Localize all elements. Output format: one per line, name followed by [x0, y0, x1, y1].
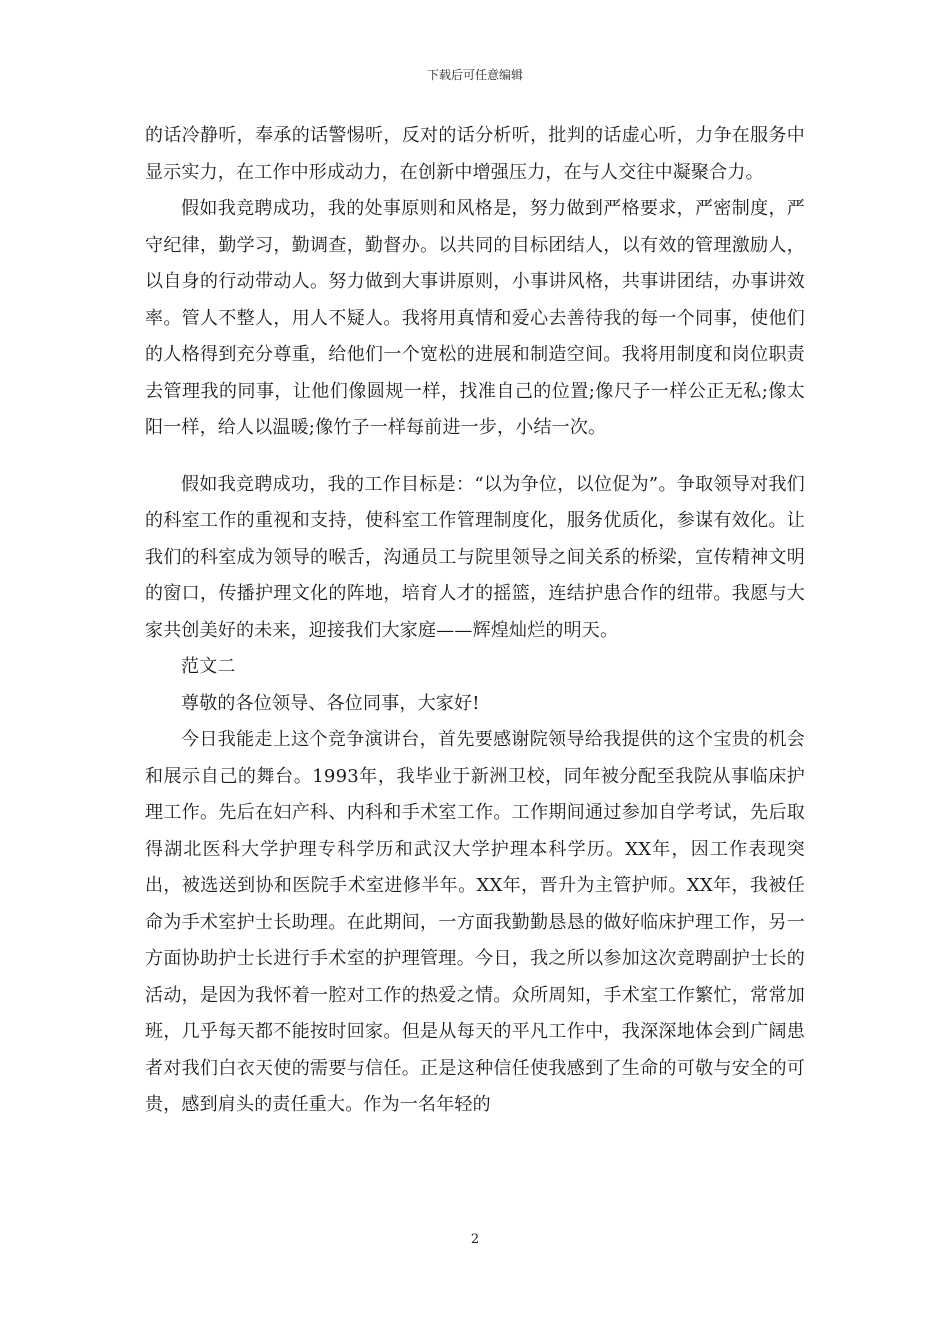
paragraph-continued: 的话冷静听，奉承的话警惕听，反对的话分析听，批判的话虚心听，力争在服务中显示实力，在工作中形成动力，在创新中增强压力，在与人交往中凝聚合力。: [145, 125, 805, 183]
page-header: 下载后可任意编辑: [426, 68, 523, 82]
greeting: 尊敬的各位领导、各位同事，大家好!: [181, 692, 480, 714]
page-number: 2: [470, 1232, 480, 1247]
paragraph-principles: 假如我竞聘成功，我的处事原则和风格是，努力做到严格要求，严密制度，严守纪律，勤学习，勤调查，勤督办。以共同的目标团结人，以有效的管理激励人，以自身的行动带动人。努力做到大事讲原则，小事讲风格，共事讲团结，办事讲效率。管人不整人，用人不疑人。我将用真情和爱心去善待我的每一个同事，使他们的人格得到充分尊重，给他们一个宽松的进展和制造空间。我将用制度和岗位职责去管理我的同事，让他们像圆规一样，找准自己的位置;像尺子一样公正无私;像太阳一样，给人以温暖;像竹子一样每前进一步，小结一次。: [145, 198, 805, 438]
paragraph-gap: [145, 447, 805, 467]
paragraph-intro: 今日我能走上这个竞争演讲台，首先要感谢院领导给我提供的这个宝贵的机会和展示自己的舞台。1993年，我毕业于新洲卫校，同年被分配至我院从事临床护理工作。先后在妇产科、内科和手术室工作。工作期间通过参加自学考试，先后取得湖北医科大学护理专科学历和武汉大学护理本科学历。XX年，因工作表现突出，被选送到协和医院手术室进修半年。XX年，晋升为主管护师。XX年，我被任命为手术室护士长助理。在此期间，一方面我勤勤恳恳的做好临床护理工作，另一方面协助护士长进行手术室的护理管理。今日，我之所以参加这次竞聘副护士长的活动，是因为我怀着一腔对工作的热爱之情。众所周知，手术室工作繁忙，常常加班，几乎每天都不能按时回家。但是从每天的平凡工作中，我深深地体会到广阔患者对我们白衣天使的需要与信任。正是这种信任使我感到了生命的可敬与安全的可贵，感到肩头的责任重大。作为一名年轻的: [145, 729, 805, 1115]
document-body: [145, 118, 805, 1124]
paragraph-goals: 假如我竞聘成功，我的工作目标是：“以为争位，以位促为”。争取领导对我们的科室工作的重视和支持，使科室工作管理制度化，服务优质化，参谋有效化。让我们的科室成为领导的喉舌，沟通员工与院里领导之间关系的桥梁，宣传精神文明的窗口，传播护理文化的阵地，培育人才的摇篮，连结护患合作的纽带。我愿与大家共创美好的未来，迎接我们大家庭——辉煌灿烂的明天。: [145, 473, 805, 641]
section-heading: 范文二: [181, 656, 236, 677]
